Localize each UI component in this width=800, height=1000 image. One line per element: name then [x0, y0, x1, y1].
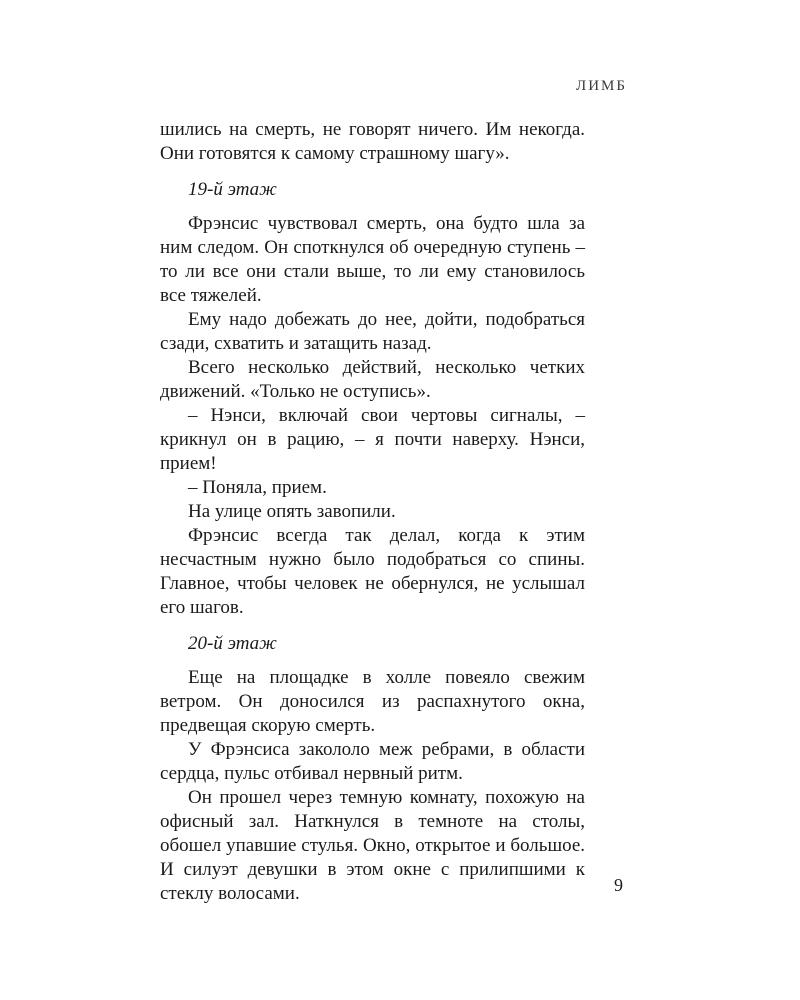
page-number: 9	[614, 875, 623, 895]
dialogue-paragraph: – Нэнси, включай свои чертовы сигналы, – крикнул он в рацию, – я почти наверху. Нэнси, прием!	[160, 405, 585, 474]
section-heading-19: 19-й этаж	[188, 179, 277, 200]
paragraph: У Фрэнсиса закололо меж ребрами, в области сердца, пульс отбивал нервный ритм.	[160, 739, 585, 784]
paragraph: Фрэнсис чувствовал смерть, она будто шла за ним следом. Он споткнулся об очередную ступень – то ли все они стали выше, то ли ему становилось все тяжелей.	[160, 213, 585, 306]
text-block	[160, 118, 585, 906]
intro-paragraph: шились на смерть, не говорят ничего. Им некогда. Они готовятся к самому страшному шагу».	[160, 119, 585, 164]
paragraph: Ему надо добежать до нее, дойти, подобраться сзади, схватить и затащить назад.	[160, 309, 585, 354]
running-head: ЛИМБ	[576, 78, 627, 94]
paragraph: Фрэнсис всегда так делал, когда к этим несчастным нужно было подобраться со спины. Главное, чтобы человек не обернулся, не услышал его шагов.	[160, 525, 585, 618]
section-heading-20: 20-й этаж	[188, 633, 277, 654]
paragraph: Всего несколько действий, несколько четких движений. «Только не оступись».	[160, 357, 585, 402]
paragraph: На улице опять завопили.	[188, 501, 396, 522]
dialogue-paragraph: – Поняла, прием.	[188, 477, 327, 498]
paragraph: Он прошел через темную комнату, похожую на офисный зал. Наткнулся в темноте на столы, обошел упавшие стулья. Окно, открытое и большое. И силуэт девушки в этом окне с прилипшими к стеклу волосами.	[160, 787, 585, 904]
paragraph: Еще на площадке в холле повеяло свежим ветром. Он доносился из распахнутого окна, предвещая скорую смерть.	[160, 667, 585, 736]
